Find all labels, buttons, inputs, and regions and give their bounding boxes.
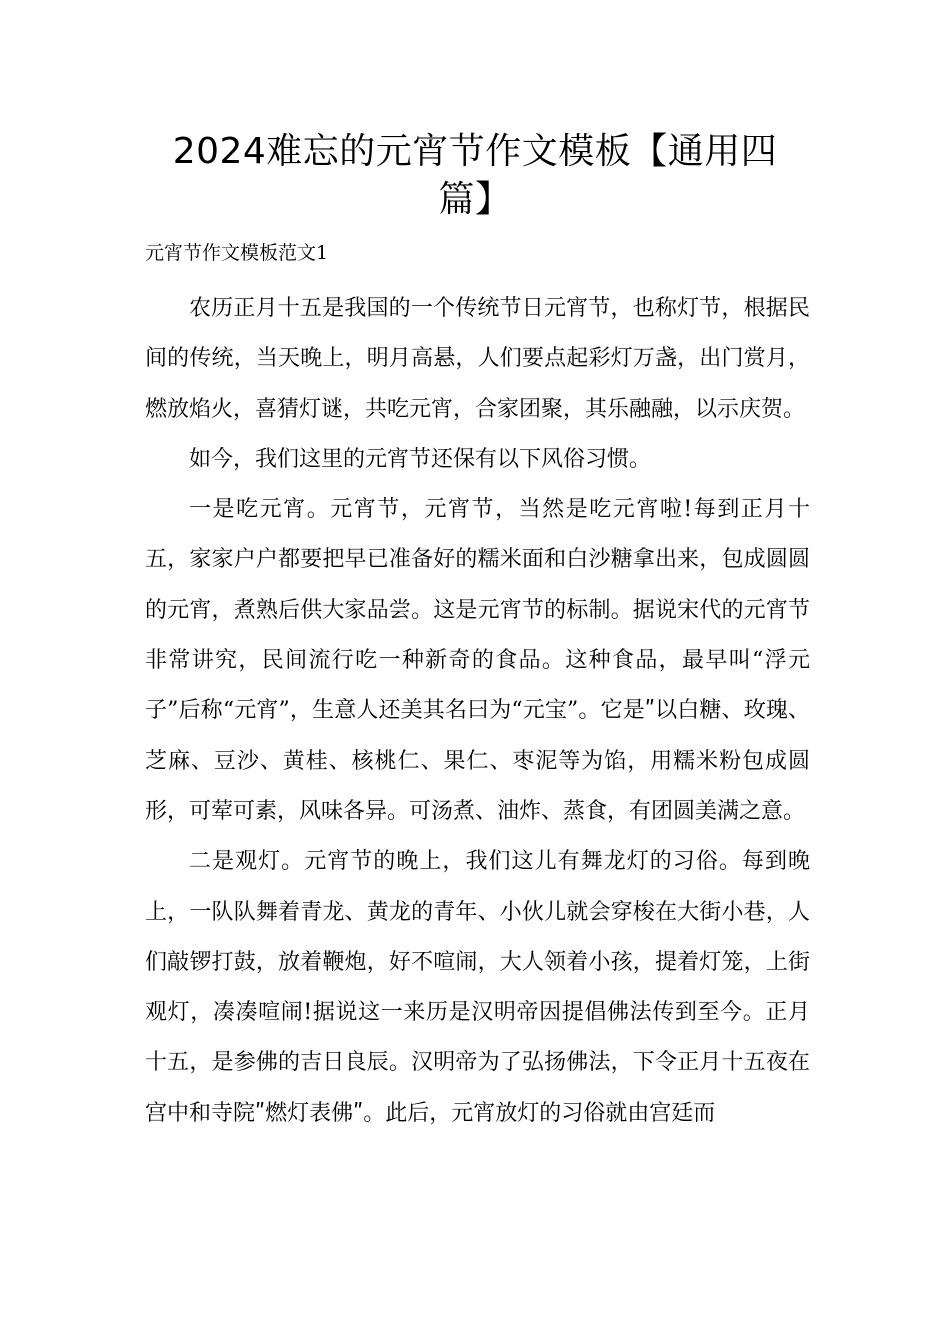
document-title: 2024难忘的元宵节作文模板【通用四篇】 xyxy=(172,131,778,220)
paragraph-eating-yuanxiao: 一是吃元宵。元宵节，元宵节，当然是吃元宵啦!每到正月十五，家家户户都要把早已准备好的糯米面和白沙糖拿出来，包成圆圆的元宵，煮熟后供大家品尝。这是元宵节的标制。据说宋代的元宵节非常讲究，民间流行吃一种新奇的食品。这种食品，最早叫“浮元子”后称“元宵”，生意人还美其名曰为“元宝”。它是ʺ以白糖、玫瑰、芝麻、豆沙、黄桂、核桃仁、果仁、枣泥等为馅，用糯米粉包成圆形，可荤可素，风味各异。可汤煮、油炸、蒸食，有团圆美满之意。 xyxy=(145,497,810,824)
paragraph-customs: 如今，我们这里的元宵节还保有以下风俗习惯。 xyxy=(189,446,652,472)
paragraph-intro: 农历正月十五是我国的一个传统节日元宵节，也称灯节，根据民间的传统，当天晚上，明月高悬，人们要点起彩灯万盏，出门赏月，燃放焰火，喜猜灯谜，共吃元宵，合家团聚，其乐融融，以示庆贺。 xyxy=(145,296,810,422)
document-subtitle: 元宵节作文模板范文1 xyxy=(145,242,329,264)
document-body xyxy=(145,284,810,1139)
paragraph-viewing-lanterns: 二是观灯。元宵节的晚上，我们这儿有舞龙灯的习俗。每到晚上，一队队舞着青龙、黄龙的青年、小伙儿就会穿梭在大街小巷，人们敲锣打鼓，放着鞭炮，好不喧闹，大人领着小孩，提着灯笼，上街观灯，凑凑喧闹!据说这一来历是汉明帝因提倡佛法传到至今。正月十五，是参佛的吉日良辰。汉明帝为了弘扬佛法，下令正月十五夜在宫中和寺院ʺ燃灯表佛ʺ。此后，元宵放灯的习俗就由宫廷而 xyxy=(145,849,810,1126)
